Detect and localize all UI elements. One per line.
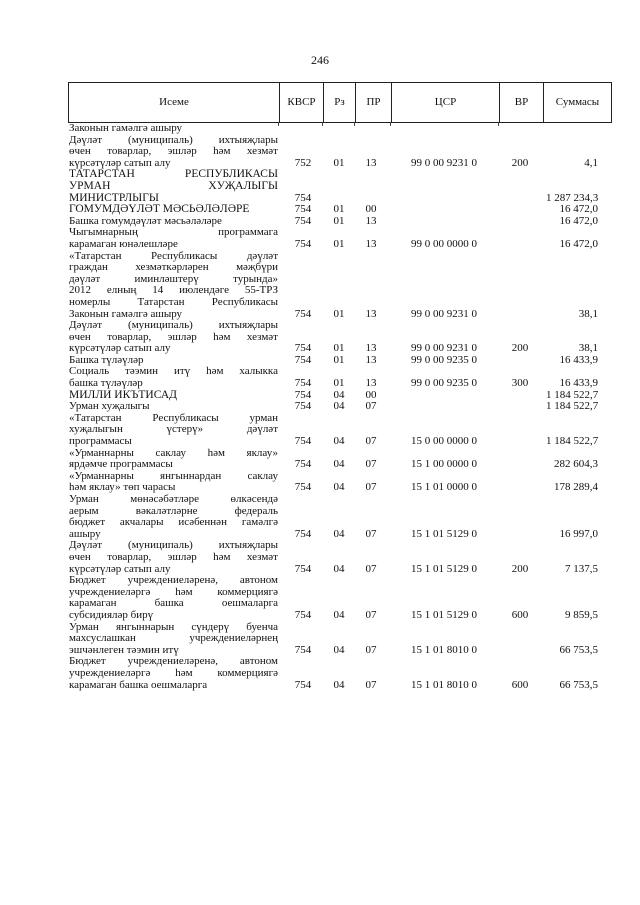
row-name-line: субсидияләр бирү: [69, 609, 154, 621]
cell-csr: 15 1 01 5129 0: [411, 562, 477, 575]
table-row: [68, 656, 612, 691]
table-row: [68, 494, 612, 540]
cell-csr: 99 0 00 9235 0: [411, 353, 477, 366]
cell-pr: 07: [365, 562, 377, 575]
row-name-line: Социаль тәэмин итү һәм халыкка: [69, 366, 278, 378]
cell-sum: 1 184 522,7: [546, 435, 599, 448]
row-name-line: учреждениеләргә һәм коммерциягә: [69, 586, 278, 598]
row-name-line: номерлы Татарстан Республикасы: [69, 296, 278, 308]
cell-pr: 13: [365, 377, 377, 390]
cell-sum: 7 137,5: [565, 562, 598, 575]
row-name-line: махсуслашкан учреждениеләрнең: [69, 633, 278, 645]
table-row: [68, 401, 612, 413]
cell-rz: 04: [333, 678, 345, 691]
page-number: 246: [311, 53, 329, 67]
table-row: [68, 216, 612, 228]
column-tick: [322, 123, 323, 126]
cell-csr: 99 0 00 9231 0: [411, 156, 477, 169]
table-row: [68, 169, 612, 204]
row-name: [68, 355, 278, 367]
row-name-line: Законын гамәлгә ашыру: [69, 308, 183, 320]
cell-sum: 16 433,9: [559, 353, 598, 366]
cell-pr: 13: [365, 307, 377, 320]
row-name-line: Башка гомумдәүләт мәсьәләләре: [69, 215, 222, 227]
cell-rz: 01: [333, 307, 345, 320]
row-name-line: дәүләт иминләштерү турында»: [69, 273, 278, 285]
row-name-line: ГОМУМДӘҮЛӘТ МӘСЬӘЛӘЛӘРЕ: [69, 204, 250, 216]
cell-kvsr: 754: [294, 191, 312, 204]
cell-kvsr: 754: [294, 643, 312, 656]
cell-sum: 282 604,3: [554, 458, 598, 471]
row-name-line: өчен товарлар, эшләр һәм хезмәт: [69, 551, 278, 563]
table-row: [68, 355, 612, 367]
row-name: [68, 390, 278, 402]
cell-sum: 1 287 234,3: [546, 191, 599, 204]
row-name-line: күрсәтүләр сатып алу: [69, 563, 171, 575]
row-name-line: Башка түләүләр: [69, 354, 144, 366]
cell-csr: 99 0 00 9231 0: [411, 307, 477, 320]
row-name-line: программасы: [69, 436, 132, 448]
row-name-line: Дәүләт (муниципаль) ихтыяҗлары: [69, 320, 278, 332]
row-name-line: Законын гамәлгә ашыру: [69, 123, 183, 134]
row-name-line: аерым вәкаләтләрне федераль: [69, 505, 278, 517]
table-header: [68, 82, 612, 123]
cell-csr: 15 1 01 5129 0: [411, 527, 477, 540]
cell-csr: 15 1 01 5129 0: [411, 608, 477, 621]
table-row: [68, 413, 612, 448]
cell-rz: 04: [333, 527, 345, 540]
header-name: Исеме: [159, 96, 189, 108]
row-name: [68, 413, 278, 448]
budget-table: [68, 82, 612, 691]
table-row: [68, 123, 612, 135]
cell-kvsr: 754: [294, 678, 312, 691]
header-csr: ЦСР: [391, 83, 499, 122]
row-name-line: карамаган юнәлешләре: [69, 238, 178, 250]
cell-kvsr: 754: [294, 342, 312, 355]
cell-sum: 66 753,5: [559, 643, 598, 656]
row-name-line: 2012 елның 14 июлендәге 55-ТРЗ: [69, 285, 278, 297]
row-name-line: УРМАН ХУҖАЛЫГЫ: [69, 180, 278, 192]
cell-pr: 13: [365, 342, 377, 355]
cell-kvsr: 754: [294, 458, 312, 471]
cell-vr: 600: [511, 678, 529, 691]
row-name-line: МИНИСТРЛЫГЫ: [69, 192, 159, 204]
header-vr: ВР: [499, 83, 543, 122]
header-sum: Суммасы: [543, 83, 611, 122]
cell-sum: 16 472,0: [559, 214, 598, 227]
row-name: [68, 169, 278, 204]
cell-kvsr: 754: [294, 203, 312, 216]
cell-sum: 16 472,0: [559, 237, 598, 250]
cell-sum: 38,1: [578, 307, 598, 320]
row-name-line: «Татарстан Республикасы урман: [69, 412, 278, 424]
cell-kvsr: 754: [294, 377, 312, 390]
cell-sum: 1 184 522,7: [546, 400, 599, 413]
row-name: [68, 448, 278, 471]
cell-pr: 13: [365, 156, 377, 169]
cell-pr: 13: [365, 353, 377, 366]
row-name-line: «Урманнарны саклау һәм яклау»: [69, 447, 278, 459]
table-row: [68, 448, 612, 471]
cell-rz: 04: [333, 562, 345, 575]
row-name: [68, 204, 278, 216]
row-name: [68, 401, 278, 413]
row-name-line: Урман хуҗалыгы: [69, 401, 150, 413]
table-row: [68, 320, 612, 355]
table-row: [68, 622, 612, 657]
row-name: [68, 471, 278, 494]
cell-pr: 07: [365, 400, 377, 413]
row-name: [68, 320, 278, 355]
cell-vr: 600: [511, 608, 529, 621]
cell-rz: 01: [333, 377, 345, 390]
cell-sum: 16 472,0: [559, 203, 598, 216]
cell-pr: 07: [365, 527, 377, 540]
table-row: [68, 575, 612, 621]
cell-pr: 07: [365, 643, 377, 656]
cell-rz: 04: [333, 458, 345, 471]
cell-kvsr: 754: [294, 388, 312, 401]
row-name-line: Чыгымнарның программага: [69, 227, 278, 239]
cell-kvsr: 754: [294, 527, 312, 540]
header-pr: ПР: [355, 83, 391, 122]
row-name-line: күрсәтүләр сатып алу: [69, 343, 171, 355]
cell-sum: 1 184 522,7: [546, 388, 599, 401]
cell-rz: 01: [333, 156, 345, 169]
table-body: [68, 123, 612, 691]
row-name-line: «Урманнарны янгыннардан саклау: [69, 470, 278, 482]
cell-pr: 07: [365, 458, 377, 471]
cell-vr: 200: [511, 562, 529, 575]
cell-kvsr: 752: [294, 156, 312, 169]
row-name-line: эшчәнлеген тәэмин итү: [69, 644, 179, 656]
cell-kvsr: 754: [294, 481, 312, 494]
table-row: [68, 135, 612, 170]
row-name-line: карамаган башка оешмаларга: [69, 598, 278, 610]
row-name: [68, 656, 278, 691]
cell-csr: 15 1 00 0000 0: [411, 458, 477, 471]
table-row: [68, 251, 612, 321]
cell-rz: 04: [333, 481, 345, 494]
cell-csr: 15 1 01 8010 0: [411, 678, 477, 691]
cell-rz: 04: [333, 643, 345, 656]
row-name-line: башка түләүләр: [69, 378, 143, 390]
cell-kvsr: 754: [294, 214, 312, 227]
cell-pr: 07: [365, 435, 377, 448]
row-name-line: Дәүләт (муниципаль) ихтыяҗлары: [69, 540, 278, 552]
cell-rz: 04: [333, 388, 345, 401]
column-tick: [354, 123, 355, 126]
row-name-line: граждан хезмәткәрләрен мәҗбүри: [69, 262, 278, 274]
row-name-line: Бюджет учреждениеләренә, автоном: [69, 656, 278, 668]
row-name-line: өчен товарлар, эшләр һәм хезмәт: [69, 146, 278, 158]
row-name: [68, 123, 278, 135]
row-name-line: өчен товарлар, эшләр һәм хезмәт: [69, 331, 278, 343]
cell-sum: 4,1: [584, 156, 598, 169]
cell-pr: 00: [365, 203, 377, 216]
cell-vr: 300: [511, 377, 529, 390]
cell-sum: 178 289,4: [554, 481, 598, 494]
table-row: [68, 471, 612, 494]
cell-kvsr: 754: [294, 307, 312, 320]
row-name: [68, 135, 278, 170]
row-name: [68, 575, 278, 621]
row-name: [68, 540, 278, 575]
cell-kvsr: 754: [294, 608, 312, 621]
cell-rz: 01: [333, 353, 345, 366]
column-tick: [390, 123, 391, 126]
cell-rz: 01: [333, 214, 345, 227]
table-row: [68, 540, 612, 575]
table-row: [68, 366, 612, 389]
cell-vr: 200: [511, 342, 529, 355]
cell-pr: 13: [365, 237, 377, 250]
row-name-line: хуҗалыгын үстерү» дәүләт: [69, 424, 278, 436]
cell-rz: 01: [333, 237, 345, 250]
row-name: [68, 227, 278, 250]
cell-pr: 07: [365, 678, 377, 691]
cell-rz: 01: [333, 203, 345, 216]
row-name-line: «Татарстан Республикасы дәүләт: [69, 250, 278, 262]
column-tick: [498, 123, 499, 126]
row-name-line: карамаган башка оешмаларга: [69, 679, 208, 691]
row-name-line: Урман мөнәсәбәтләре өлкәсендә: [69, 494, 278, 505]
row-name: [68, 251, 278, 321]
row-name-line: Дәүләт (муниципаль) ихтыяҗлары: [69, 134, 278, 146]
cell-csr: 99 0 00 9235 0: [411, 377, 477, 390]
cell-csr: 15 1 01 8010 0: [411, 643, 477, 656]
cell-kvsr: 754: [294, 562, 312, 575]
cell-csr: 15 1 01 0000 0: [411, 481, 477, 494]
row-name: [68, 622, 278, 657]
row-name: [68, 366, 278, 389]
row-name-line: ашыру: [69, 528, 101, 540]
table-row: [68, 227, 612, 250]
cell-sum: 9 859,5: [565, 608, 598, 621]
cell-pr: 00: [365, 388, 377, 401]
row-name-line: бюджет акчалары исәбеннән гамәлгә: [69, 517, 278, 529]
cell-sum: 38,1: [578, 342, 598, 355]
row-name-line: ТАТАРСТАН РЕСПУБЛИКАСЫ: [69, 169, 278, 181]
cell-pr: 13: [365, 214, 377, 227]
cell-pr: 07: [365, 608, 377, 621]
cell-csr: 99 0 00 0000 0: [411, 237, 477, 250]
row-name-line: Урман янгыннарын сүндерү буенча: [69, 621, 278, 633]
row-name-line: күрсәтүләр сатып алу: [69, 157, 171, 169]
row-name-line: ярдәмче программасы: [69, 459, 173, 471]
cell-kvsr: 754: [294, 400, 312, 413]
column-tick: [278, 123, 279, 126]
row-name-line: һәм яклау» төп чарасы: [69, 482, 176, 494]
row-name: [68, 216, 278, 228]
cell-kvsr: 754: [294, 435, 312, 448]
cell-vr: 200: [511, 156, 529, 169]
row-name-line: учреждениеләргә һәм коммерциягә: [69, 667, 278, 679]
cell-sum: 16 997,0: [559, 527, 598, 540]
cell-rz: 01: [333, 342, 345, 355]
header-kvsr: КВСР: [279, 83, 323, 122]
row-name: [68, 494, 278, 540]
cell-rz: 04: [333, 435, 345, 448]
cell-csr: 99 0 00 9231 0: [411, 342, 477, 355]
header-rz: Рз: [323, 83, 355, 122]
cell-kvsr: 754: [294, 237, 312, 250]
table-row: [68, 204, 612, 216]
cell-rz: 04: [333, 400, 345, 413]
cell-pr: 07: [365, 481, 377, 494]
cell-sum: 66 753,5: [559, 678, 598, 691]
cell-csr: 15 0 00 0000 0: [411, 435, 477, 448]
cell-kvsr: 754: [294, 353, 312, 366]
row-name-line: МИЛЛИ ИКЪТИСАД: [69, 389, 177, 401]
row-name-line: Бюджет учреждениеләренә, автоном: [69, 575, 278, 587]
cell-sum: 16 433,9: [559, 377, 598, 390]
cell-rz: 04: [333, 608, 345, 621]
